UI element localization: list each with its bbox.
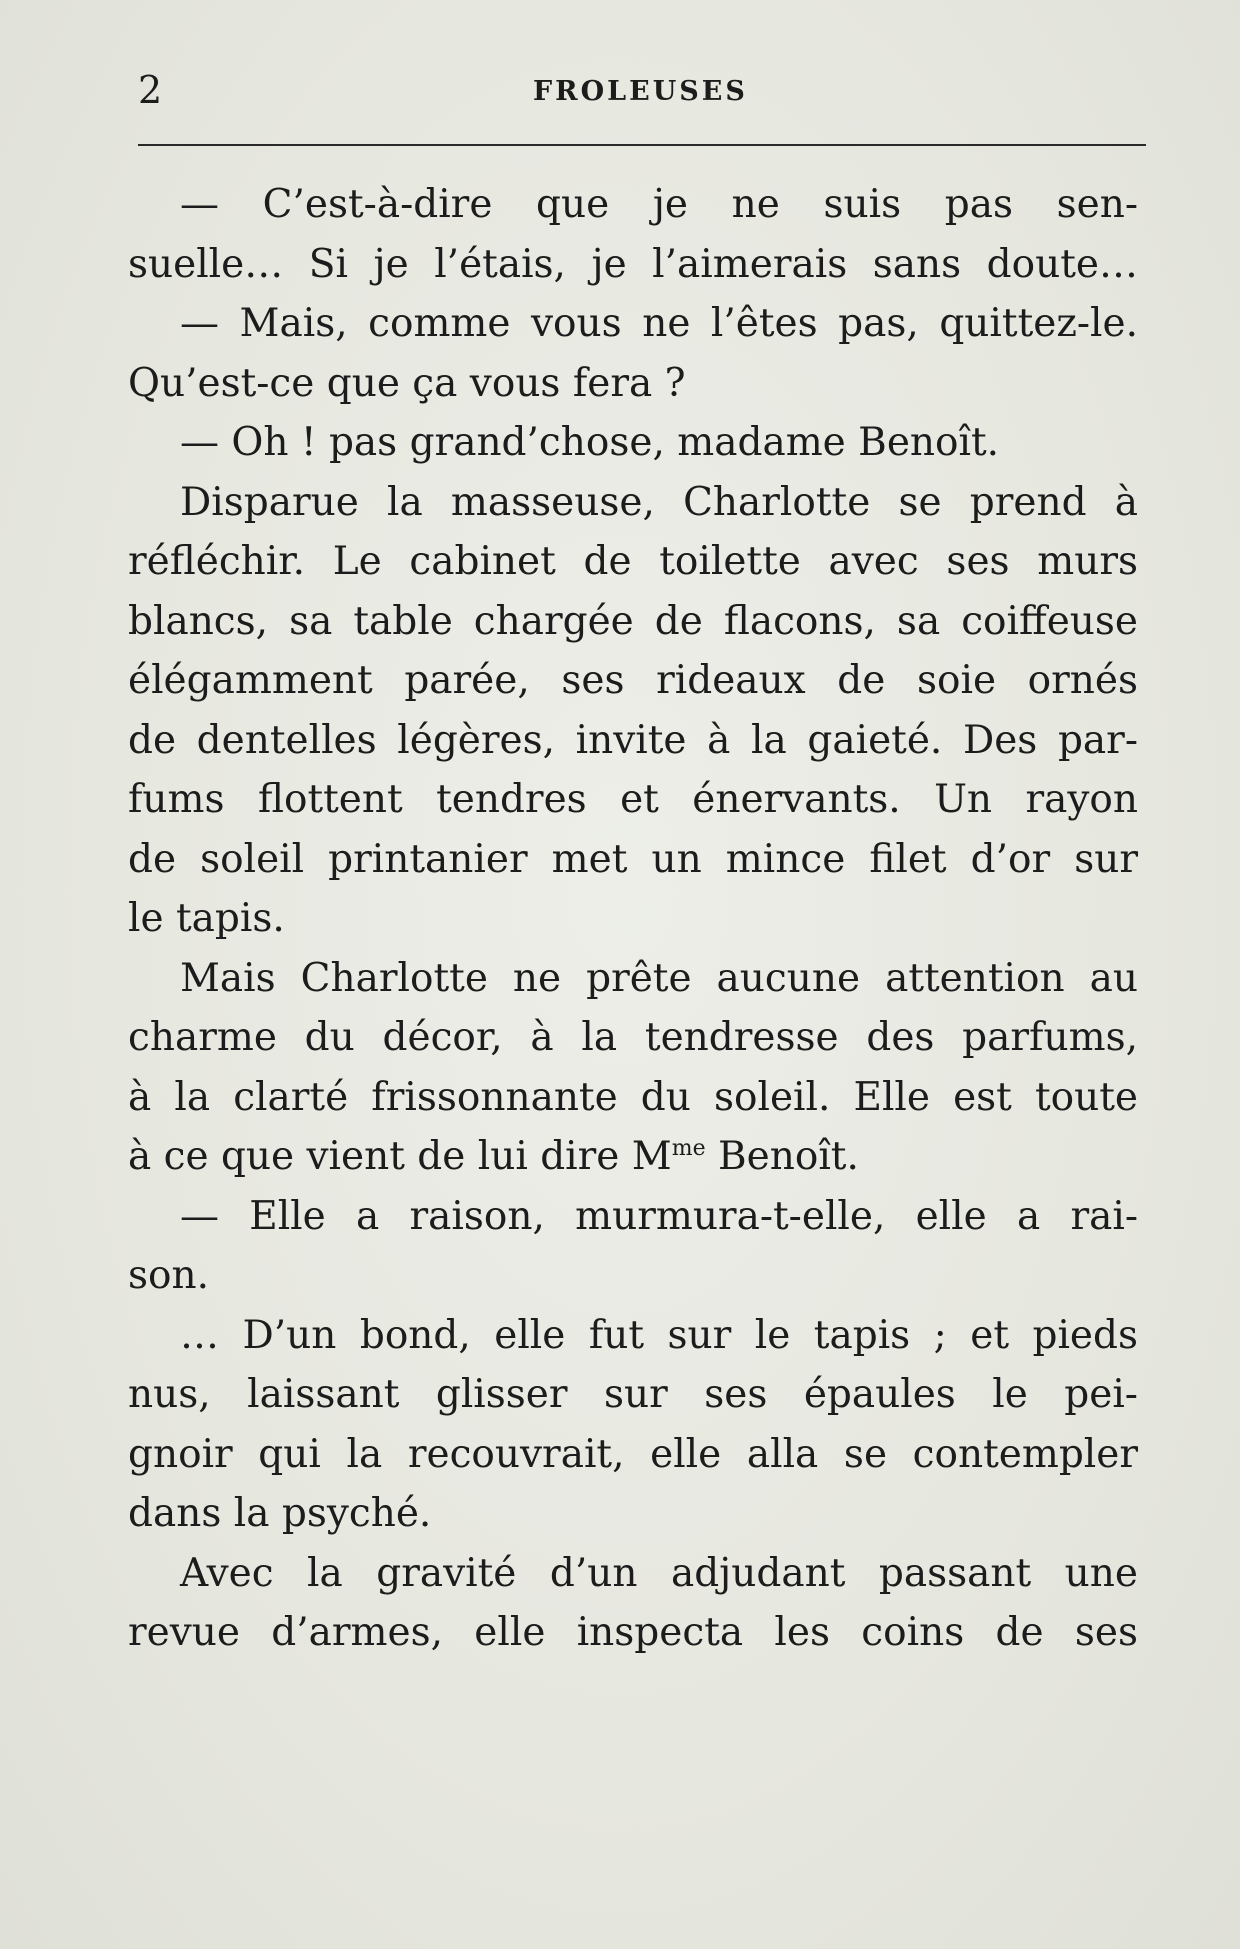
text-line: à la clarté frissonnante du soleil. Elle est toute	[128, 1074, 1138, 1120]
text-line: … D’un bond, elle fut sur le tapis ; et pieds	[180, 1312, 1138, 1358]
text-line: gnoir qui la recouvrait, elle alla se contempler	[128, 1431, 1138, 1477]
text-line: Avec la gravité d’un adjudant passant une	[180, 1550, 1138, 1596]
body-text	[128, 175, 1138, 1663]
text-line: — C’est-à-dire que je ne suis pas sen-	[180, 182, 1138, 227]
text-fragment: à ce que vient de lui dire M	[128, 1134, 672, 1179]
text-line: réfléchir. Le cabinet de toilette avec ses murs	[128, 539, 1138, 584]
running-head	[138, 70, 1144, 110]
page-number: 2	[138, 68, 163, 112]
text-line: nus, laissant glisser sur ses épaules le pei-	[128, 1372, 1138, 1417]
header-rule	[138, 144, 1146, 146]
text-fragment: Benoît.	[705, 1134, 859, 1179]
text-line: revue d’armes, elle inspecta les coins de ses	[128, 1610, 1138, 1655]
text-line: son.	[128, 1253, 210, 1298]
text-line: Mais Charlotte ne prête aucune attention au	[180, 955, 1138, 1001]
text-line: élégamment parée, ses rideaux de soie ornés	[128, 658, 1138, 703]
superscript: me	[671, 1136, 706, 1161]
text-line: suelle… Si je l’étais, je l’aimerais sans doute…	[128, 241, 1138, 287]
running-title: FROLEUSES	[533, 76, 748, 107]
text-line: dans la psyché.	[128, 1491, 432, 1536]
text-line: de soleil printanier met un mince filet d’or sur	[128, 836, 1138, 882]
text-line: de dentelles légères, invite à la gaieté. Des par-	[128, 717, 1138, 763]
text-line: le tapis.	[128, 896, 285, 941]
text-line-with-superscript	[128, 1127, 1138, 1187]
text-line: Disparue la masseuse, Charlotte se prend à	[180, 479, 1138, 525]
text-line: charme du décor, à la tendresse des parfums,	[128, 1015, 1138, 1060]
text-line: fums flottent tendres et énervants. Un rayon	[128, 777, 1138, 822]
text-line: — Oh ! pas grand’chose, madame Benoît.	[180, 420, 1000, 465]
text-line: blancs, sa table chargée de flacons, sa coiffeuse	[128, 598, 1138, 644]
text-line: — Mais, comme vous ne l’êtes pas, quittez-le.	[180, 301, 1138, 346]
text-line: — Elle a raison, murmura-t-elle, elle a rai-	[180, 1193, 1138, 1239]
text-line: Qu’est-ce que ça vous fera ?	[128, 360, 686, 406]
